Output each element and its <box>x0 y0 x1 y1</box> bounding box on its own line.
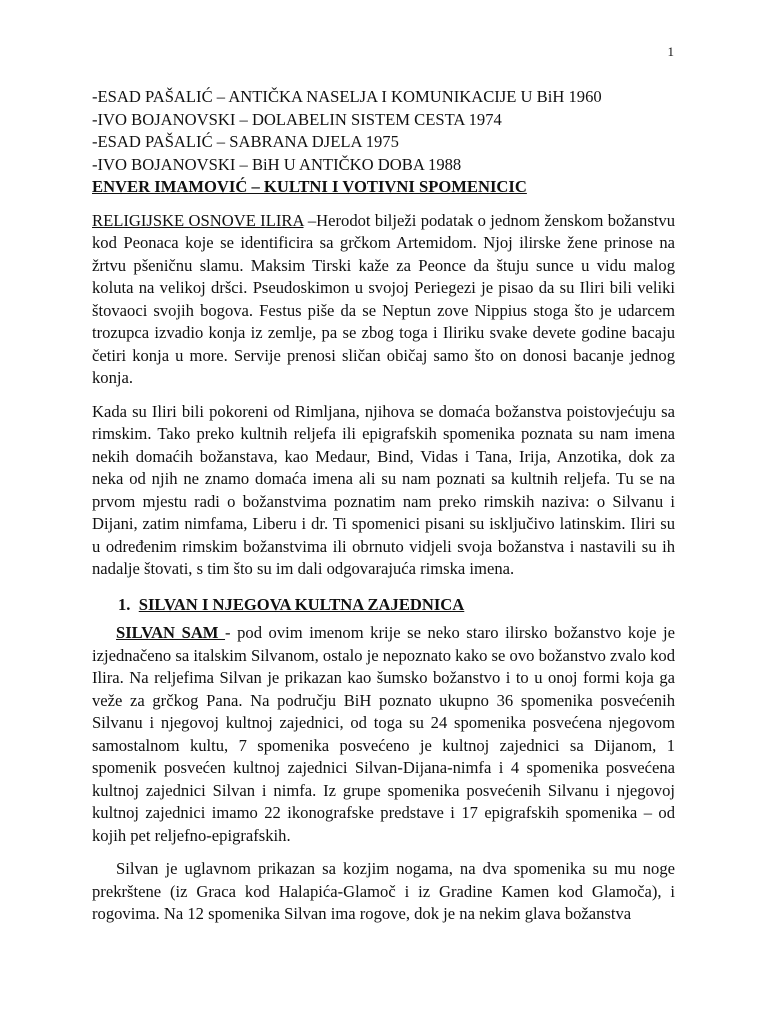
section-heading <box>92 594 675 617</box>
source-heading: ENVER IMAMOVIĆ – KULTNI I VOTIVNI SPOMENICIC <box>92 177 527 196</box>
document-body <box>92 86 675 926</box>
section-number: 1. <box>118 594 131 614</box>
paragraph-silvan-depiction: Silvan je uglavnom prikazan sa kozjim nogama, na dva spomenika su mu noge prekrštene (iz Graca kod Halapića-Glamoč i iz Gradine Kamen kod Glamoča), i rogovima. Na 12 spomenika Silvan ima rogove, dok je na nekim glava božanstva <box>92 859 675 923</box>
page-number: 1 <box>667 44 674 59</box>
paragraph-lead: SILVAN SAM <box>116 623 226 642</box>
paragraph-text: - pod ovim imenom krije se neko staro ilirsko božanstvo koje je izjednačeno sa italskim Silvanom, ostalo je nepoznato kako se ovo božanstvo zvalo kod Ilira. Na reljefima Silvan je prikazan kao šumsko božanstvo i to u onoj formi koja ga veže za grčkog Pana. Na području BiH poznato ukupno 36 spomenika posvećenih Silvanu i njegovoj kultnoj zajednici, od toga su 24 spomenika posvećena njegovom samostalnom kultu, 7 spomenika posvećeno je kultnoj zajednici sa Dijanom, 1 spomenik posvećen kultnoj zajednici Silvan-Dijana-nimfa i 4 spomenika posvećena kultnoj zajednici Silvan i nimfa. Iz grupe spomenika posvećenih Silvanu i njegovoj kultnoj zajednici imamo 22 ikonografske predstave i 17 epigrafskih spomenika – od kojih pet reljefno-epigrafskih. <box>92 623 675 845</box>
section-title: SILVAN I NJEGOVA KULTNA ZAJEDNICA <box>138 594 465 614</box>
paragraph-lead: RELIGIJSKE OSNOVE ILIRA <box>92 210 304 230</box>
reference-line: -ESAD PAŠALIĆ – SABRANA DJELA 1975 <box>92 132 399 151</box>
reference-line: -IVO BOJANOVSKI – DOLABELIN SISTEM CESTA 1974 <box>92 109 502 129</box>
paragraph-roman-conquest: Kada su Iliri bili pokoreni od Rimljana, njihova se domaća božanstva poistovjećuju sa rimskim. Tako preko kultnih reljefa ili epigrafskih spomenika poznata su nam imena nekih domaćih božanstava, kao Medaur, Bind, Vidas i Tana, Irija, Anzotika, dok za neka od njih ne znamo domaća imena ali su nam poznati sa kultnih reljefa. Tu se na prvom mjestu radi o božanstvima poznatim nam preko rimskih naziva: o Silvanu i Dijani, zatim nimfama, Liberu i dr. Ti spomenici pisani su isključivo latinskim. Iliri su u određenim rimskim božanstvima ili obrnuto vidjeli svoja božanstva i nastavili su ih nadalje štovati, s tim što su im dali odgovarajuća rimska imena. <box>92 401 675 578</box>
paragraph-text: –Herodot bilježi podatak o jednom ženskom božanstvu kod Peonaca koje se identificira sa grčkom Artemidom. Njoj ilirske žene prinose na žrtvu pšeničnu slamu. Maksim Tirski kaže za Peonce da štuju sunce u vidu malog koluta na velikoj dršci. Pseudoskimon u svojoj Periegezi je pisao da su Iliri bili veliki štovaoci svojih bogova. Festus piše da se Neptun zove Nippius stoga što je udarcem trozupca izvadio konja iz zemlje, pa se zbog toga i Iliriku svake devete godine bacaju četiri konja u more. Servije prenosi sličan običaj samo što on donosi bacanje jednog konja. <box>92 210 675 387</box>
reference-line: -ESAD PAŠALIĆ – ANTIČKA NASELJA I KOMUNIKACIJE U BiH 1960 <box>92 87 602 106</box>
paragraph-religious-foundations <box>92 210 675 390</box>
reference-line: -IVO BOJANOVSKI – BiH U ANTIČKO DOBA 1988 <box>92 154 462 174</box>
paragraph-silvan-alone <box>92 622 675 847</box>
